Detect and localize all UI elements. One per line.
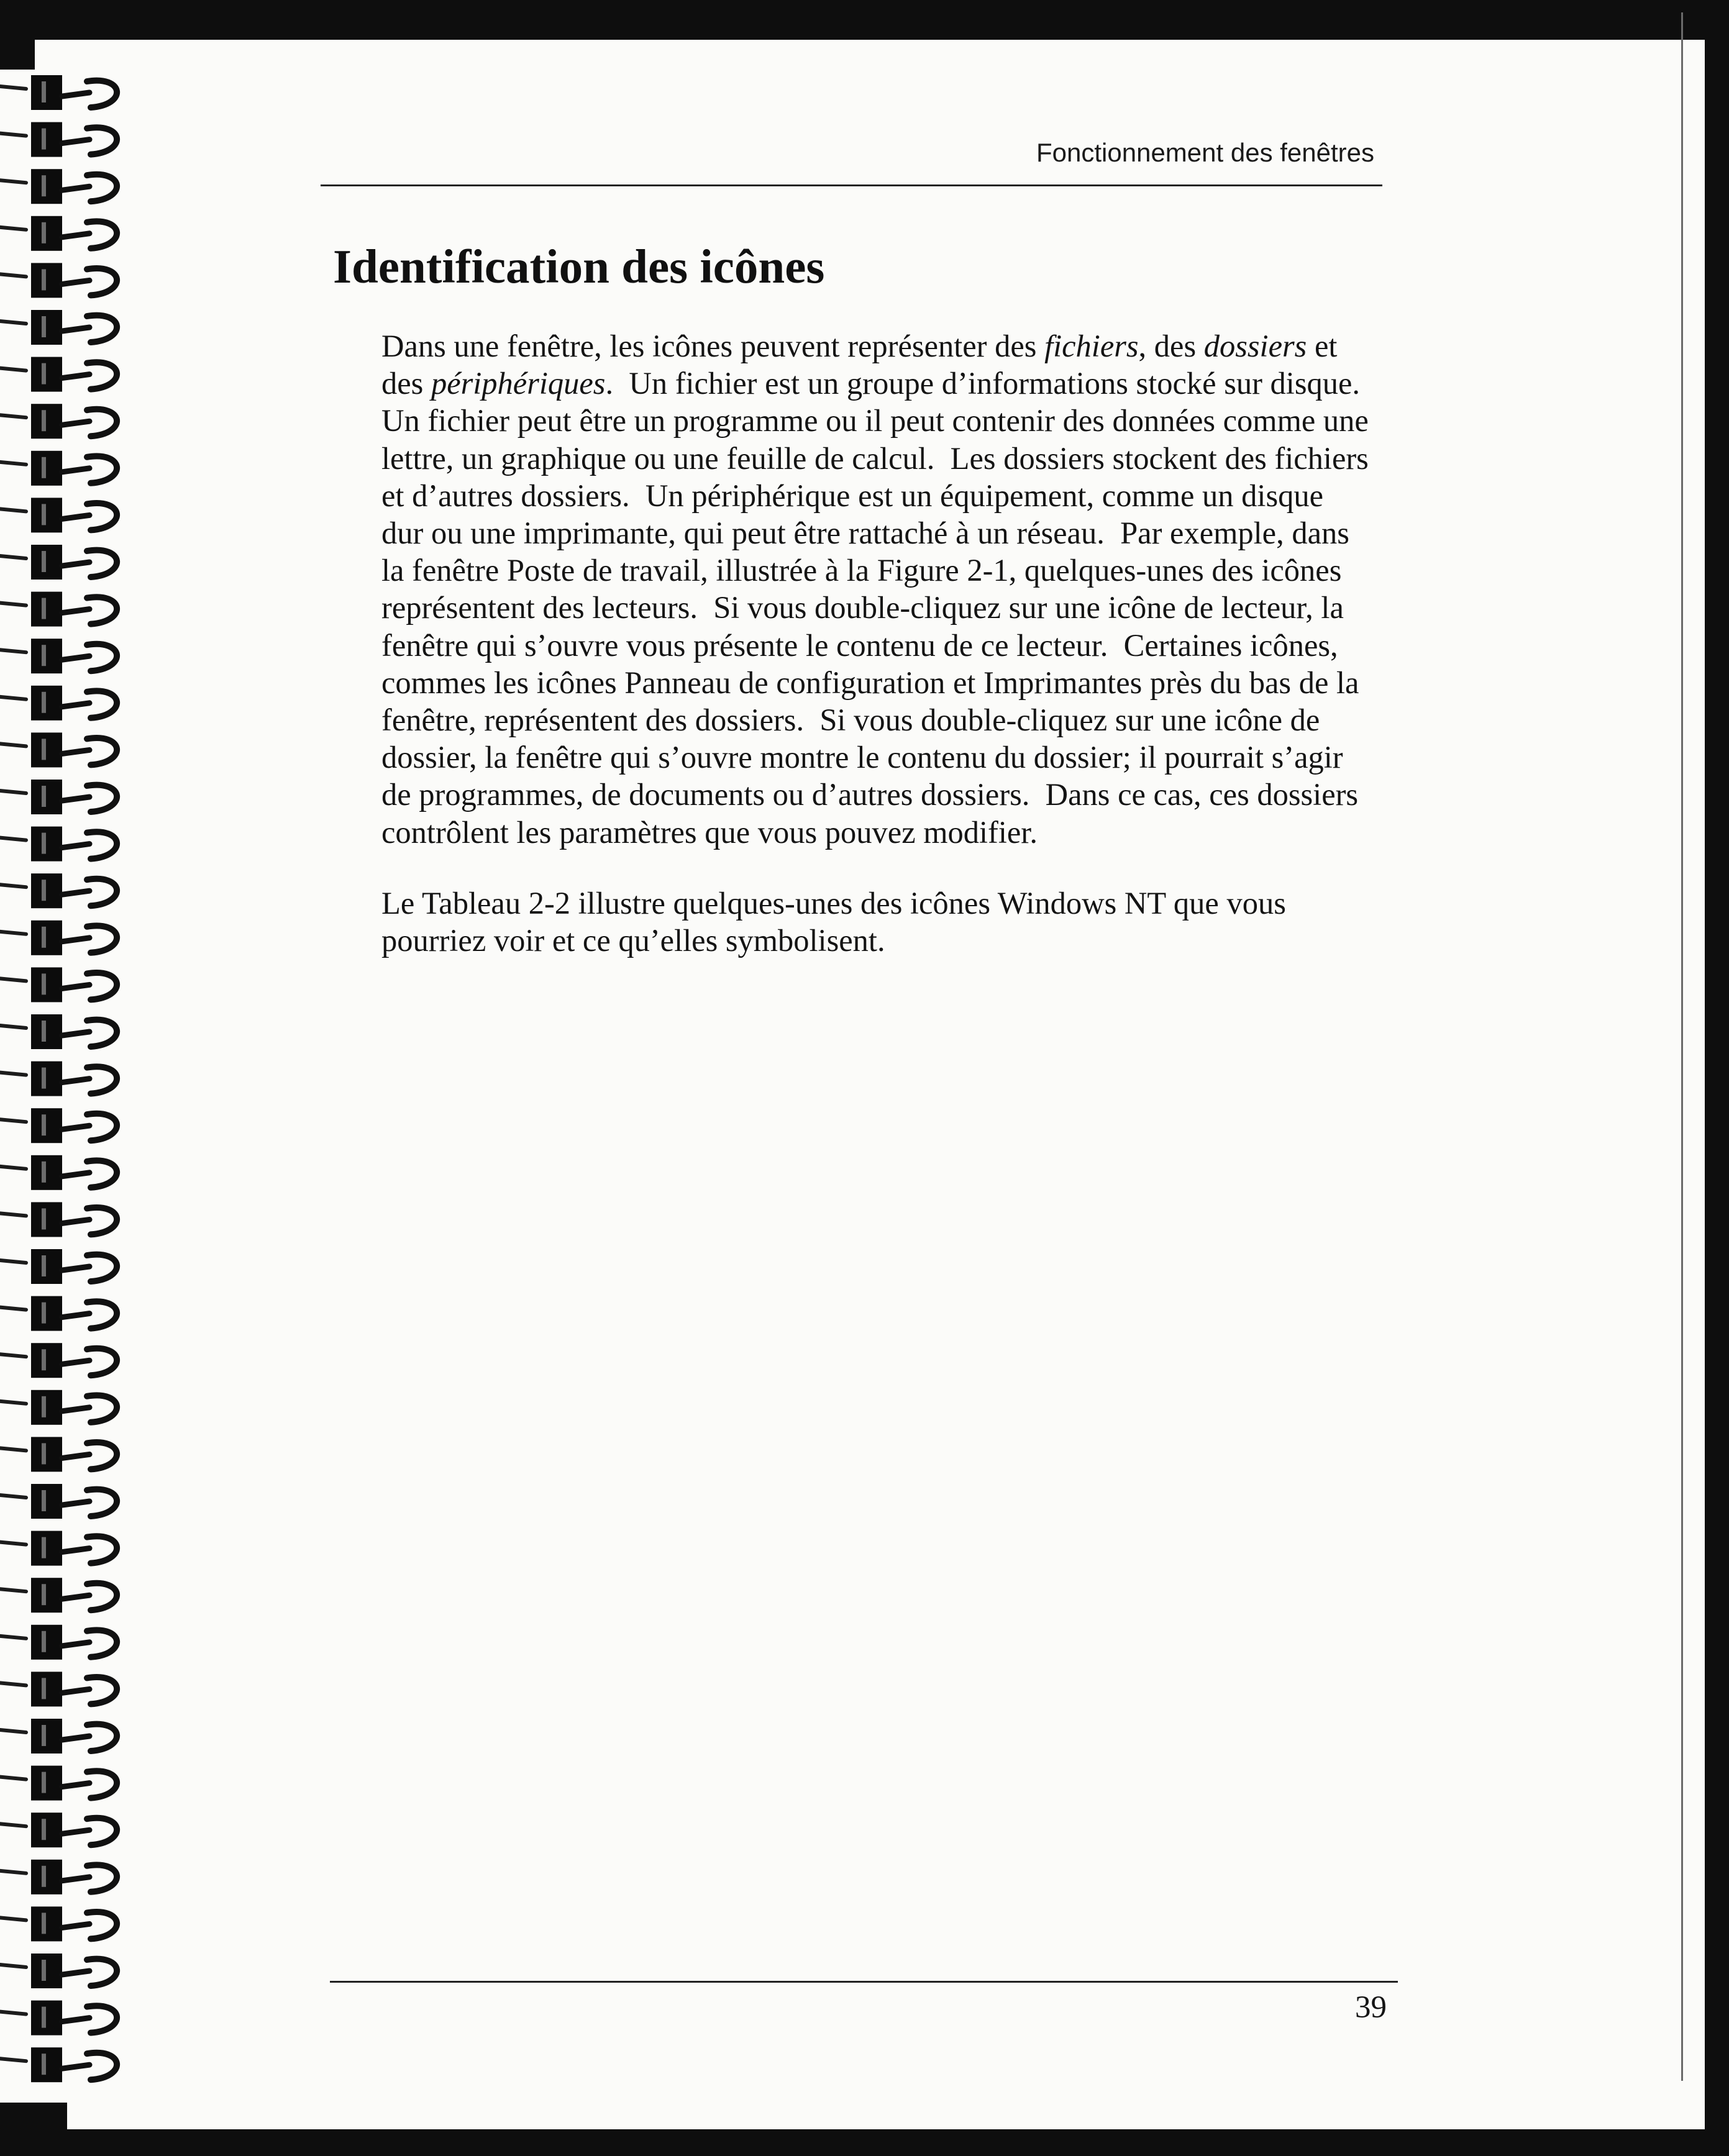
binding-hole	[31, 1296, 62, 1331]
coil-wire-left	[0, 1073, 26, 1075]
coil-wire-left	[0, 1260, 26, 1263]
binding-ring	[0, 827, 117, 862]
binding-hole	[31, 2047, 62, 2082]
coil-wire-link	[62, 1877, 89, 1881]
coil-wire-left	[0, 462, 26, 465]
coil-wire-link	[62, 1032, 89, 1035]
coil-wire-left	[0, 1871, 26, 1873]
binding-ring	[0, 1625, 117, 1660]
binding-hole-highlight	[42, 973, 46, 994]
binding-hole	[31, 1672, 62, 1706]
emphasis-peripheriques: périphériques	[431, 366, 606, 401]
coil-wire-link	[62, 1689, 89, 1693]
binding-ring	[0, 1390, 117, 1425]
spiral-binding	[0, 0, 143, 2156]
coil-wire-left	[0, 1683, 26, 1685]
binding-ring	[0, 263, 117, 298]
coil-wire-link	[62, 1454, 89, 1458]
coil-wire-left	[0, 509, 26, 511]
binding-hole	[31, 1625, 62, 1660]
binding-ring	[0, 592, 117, 627]
binding-ring	[0, 1249, 117, 1284]
coil-wire-link	[62, 1971, 89, 1975]
text-line: Le Tableau 2-2 illustre quelques-unes des icônes Windows NT que vous	[381, 886, 1286, 921]
binding-hole-highlight	[42, 1303, 46, 1324]
coil-wire-link	[62, 2065, 89, 2068]
section-heading: Identification des icônes	[333, 240, 825, 293]
coil-wire-left	[0, 556, 26, 558]
running-header: Fonctionnement des fenêtres	[1036, 138, 1374, 167]
coil-wire-link	[62, 280, 89, 284]
binding-ring	[0, 780, 117, 814]
coil-wire-link	[62, 938, 89, 942]
coil-wire-link	[62, 656, 89, 660]
binding-ring	[0, 1719, 117, 1753]
coil-wire-link	[62, 140, 89, 143]
binding-hole	[31, 1155, 62, 1190]
binding-hole-highlight	[42, 1490, 46, 1511]
coil-wire-link	[62, 1595, 89, 1599]
binding-hole-highlight	[42, 1819, 46, 1840]
coil-wire-left	[0, 1777, 26, 1780]
binding-hole-highlight	[42, 598, 46, 619]
binding-hole-highlight	[42, 175, 46, 196]
binding-hole	[31, 1860, 62, 1894]
binding-hole	[31, 1719, 62, 1753]
binding-hole-highlight	[42, 269, 46, 290]
emphasis-fichiers: fichiers	[1044, 329, 1139, 363]
binding-hole	[31, 122, 62, 157]
text-run: . Un fichier est un groupe d’informations stocké sur disque.	[605, 366, 1361, 401]
coil-wire-left	[0, 697, 26, 699]
binding-hole-highlight	[42, 410, 46, 431]
binding-hole-highlight	[42, 786, 46, 807]
binding-ring	[0, 122, 117, 157]
binding-hole	[31, 780, 62, 814]
binding-hole-highlight	[42, 1208, 46, 1229]
binding-hole	[31, 732, 62, 767]
text-line: dossier, la fenêtre qui s’ouvre montre le contenu du dossier; il pourrait s’agir	[381, 740, 1343, 775]
text-line: fenêtre qui s’ouvre vous présente le contenu de ce lecteur. Certaines icônes,	[381, 627, 1338, 663]
coil-wire-left	[0, 932, 26, 934]
binding-hole	[31, 1014, 62, 1049]
binding-hole-highlight	[42, 880, 46, 901]
binding-hole-highlight	[42, 1772, 46, 1793]
coil-wire-left	[0, 134, 26, 136]
binding-hole-highlight	[42, 1631, 46, 1652]
coil-wire-link	[62, 327, 89, 331]
coil-wire-link	[62, 1173, 89, 1176]
binding-hole-highlight	[42, 1866, 46, 1887]
text-line: lettre, un graphique ou une feuille de calcul. Les dossiers stockent des fichiers	[381, 440, 1369, 476]
binding-ring	[0, 1062, 117, 1096]
coil-wire-link	[62, 1219, 89, 1223]
binding-ring	[0, 1813, 117, 1847]
binding-hole	[31, 310, 62, 345]
binding-ring	[0, 1014, 117, 1049]
coil-wire-left	[0, 1213, 26, 1216]
coil-wire-left	[0, 274, 26, 276]
binding-hole-highlight	[42, 504, 46, 525]
document-page	[0, 40, 1705, 2129]
binding-hole-highlight	[42, 457, 46, 478]
binding-hole-highlight	[42, 1584, 46, 1605]
text-line: dur ou une imprimante, qui peut être rattaché à un réseau. Par exemple, dans	[381, 516, 1349, 551]
binding-hole-highlight	[42, 1396, 46, 1417]
binding-hole	[31, 1343, 62, 1378]
coil-wire-link	[62, 609, 89, 613]
coil-wire-link	[62, 1736, 89, 1740]
body-paragraph-1	[381, 327, 1369, 851]
binding-hole	[31, 873, 62, 908]
binding-hole	[31, 404, 62, 439]
coil-wire-link	[62, 1267, 89, 1270]
text-line: contrôlent les paramètres que vous pouvez modifier.	[381, 814, 1038, 850]
coil-wire-left	[0, 1308, 26, 1310]
coil-wire-left	[0, 368, 26, 371]
binding-ring	[0, 1860, 117, 1894]
text-run: des	[381, 366, 431, 401]
binding-hole	[31, 1062, 62, 1096]
binding-hole-highlight	[42, 222, 46, 243]
coil-wire-left	[0, 1026, 26, 1028]
binding-hole-highlight	[42, 833, 46, 854]
binding-hole	[31, 545, 62, 580]
binding-ring	[0, 1484, 117, 1519]
text-line: la fenêtre Poste de travail, illustrée à la Figure 2-1, quelques-unes des icônes	[381, 553, 1342, 588]
text-line: et d’autres dossiers. Un périphérique est un équipement, comme un disque	[381, 478, 1324, 513]
binding-hole-highlight	[42, 1162, 46, 1183]
binding-ring	[0, 169, 117, 204]
binding-hole-highlight	[42, 1021, 46, 1042]
coil-wire-left	[0, 603, 26, 606]
binding-ring	[0, 1343, 117, 1378]
binding-ring	[0, 451, 117, 486]
binding-hole-highlight	[42, 645, 46, 666]
binding-hole	[31, 216, 62, 251]
scan-border-corner	[0, 35, 35, 70]
coil-wire-link	[62, 93, 89, 96]
coil-wire-left	[0, 1354, 26, 1357]
binding-ring	[0, 545, 117, 580]
binding-hole-highlight	[42, 1537, 46, 1558]
binding-hole	[31, 921, 62, 955]
binding-hole	[31, 1813, 62, 1847]
coil-wire-link	[62, 1642, 89, 1646]
binding-hole	[31, 2001, 62, 2035]
binding-hole	[31, 827, 62, 862]
coil-wire-left	[0, 1119, 26, 1122]
coil-wire-left	[0, 1965, 26, 1967]
footer-rule	[330, 1981, 1398, 1983]
binding-ring	[0, 1766, 117, 1801]
binding-hole	[31, 1437, 62, 1471]
coil-wire-link	[62, 2018, 89, 2022]
binding-hole-highlight	[42, 81, 46, 102]
coil-wire-link	[62, 375, 89, 378]
coil-wire-link	[62, 1501, 89, 1505]
binding-hole-highlight	[42, 316, 46, 337]
coil-wire-link	[62, 1549, 89, 1552]
binding-hole-highlight	[42, 1114, 46, 1135]
binding-ring	[0, 2047, 117, 2082]
coil-wire-link	[62, 1360, 89, 1364]
binding-hole	[31, 1249, 62, 1284]
binding-hole-highlight	[42, 551, 46, 572]
coil-wire-link	[62, 1783, 89, 1787]
binding-ring	[0, 1578, 117, 1612]
text-run: Dans une fenêtre, les icônes peuvent représenter des	[381, 329, 1045, 363]
binding-hole	[31, 1578, 62, 1612]
binding-hole	[31, 592, 62, 627]
binding-hole	[31, 1766, 62, 1801]
coil-wire-link	[62, 186, 89, 190]
coil-wire-link	[62, 1830, 89, 1834]
binding-ring	[0, 1672, 117, 1706]
coil-wire-link	[62, 985, 89, 988]
coil-wire-left	[0, 1824, 26, 1826]
coil-wire-left	[0, 1401, 26, 1404]
binding-ring	[0, 1108, 117, 1143]
binding-hole	[31, 498, 62, 532]
binding-hole-highlight	[42, 363, 46, 384]
binding-hole-highlight	[42, 1443, 46, 1464]
binding-hole	[31, 1108, 62, 1143]
binding-ring	[0, 967, 117, 1002]
coil-wire-link	[62, 1126, 89, 1129]
coil-wire-link	[62, 1079, 89, 1083]
binding-hole-highlight	[42, 1913, 46, 1934]
binding-hole-highlight	[42, 927, 46, 948]
text-line: fenêtre, représentent des dossiers. Si vous double-cliquez sur une icône de	[381, 703, 1320, 738]
text-line: pourriez voir et ce qu’elles symbolisent.	[381, 923, 885, 958]
text-line: de programmes, de documents ou d’autres dossiers. Dans ce cas, ces dossiers	[381, 777, 1359, 812]
coil-wire-link	[62, 750, 89, 753]
coil-wire-link	[62, 844, 89, 848]
binding-hole-highlight	[42, 1678, 46, 1699]
binding-hole	[31, 451, 62, 486]
binding-hole	[31, 1954, 62, 1988]
coil-wire-left	[0, 1167, 26, 1169]
binding-hole-highlight	[42, 1725, 46, 1746]
binding-hole	[31, 357, 62, 392]
page-edge-line	[1681, 12, 1683, 2081]
binding-ring	[0, 1531, 117, 1566]
binding-ring	[0, 310, 117, 345]
binding-hole-highlight	[42, 1255, 46, 1276]
coil-wire-left	[0, 2012, 26, 2014]
coil-wire-left	[0, 1917, 26, 1920]
coil-wire-link	[62, 234, 89, 237]
binding-ring	[0, 1437, 117, 1471]
coil-wire-left	[0, 1636, 26, 1639]
scan-border-corner	[0, 2103, 67, 2156]
coil-wire-left	[0, 650, 26, 652]
binding-ring	[0, 1296, 117, 1331]
binding-hole	[31, 75, 62, 110]
binding-ring	[0, 1202, 117, 1237]
emphasis-dossiers: dossiers	[1203, 329, 1307, 363]
binding-hole	[31, 169, 62, 204]
page-number: 39	[1355, 1990, 1387, 2025]
coil-wire-link	[62, 468, 89, 472]
binding-ring	[0, 75, 117, 110]
binding-hole	[31, 967, 62, 1002]
coil-wire-link	[62, 421, 89, 425]
coil-wire-link	[62, 1314, 89, 1317]
binding-ring	[0, 732, 117, 767]
binding-hole	[31, 263, 62, 298]
text-run: et	[1307, 329, 1338, 363]
binding-hole-highlight	[42, 2007, 46, 2028]
coil-wire-link	[62, 1924, 89, 1927]
text-line: représentent des lecteurs. Si vous double-cliquez sur une icône de lecteur, la	[381, 590, 1344, 625]
coil-wire-left	[0, 744, 26, 746]
text-line	[381, 327, 1369, 365]
binding-hole	[31, 1390, 62, 1425]
coil-wire-left	[0, 1448, 26, 1450]
coil-wire-link	[62, 515, 89, 519]
body-paragraph-2	[381, 885, 1286, 959]
binding-hole	[31, 639, 62, 673]
coil-wire-left	[0, 86, 26, 89]
binding-hole	[31, 1484, 62, 1519]
coil-wire-left	[0, 838, 26, 840]
coil-wire-link	[62, 797, 89, 801]
binding-hole-highlight	[42, 1960, 46, 1981]
binding-hole-highlight	[42, 1068, 46, 1089]
binding-ring	[0, 1155, 117, 1190]
coil-wire-left	[0, 791, 26, 793]
coil-wire-link	[62, 1408, 89, 1411]
binding-hole-highlight	[42, 1349, 46, 1370]
coil-wire-left	[0, 978, 26, 981]
header-rule	[321, 184, 1382, 186]
text-line: commes les icônes Panneau de configuration et Imprimantes près du bas de la	[381, 665, 1359, 700]
binding-ring	[0, 639, 117, 673]
binding-hole	[31, 1906, 62, 1941]
coil-wire-left	[0, 321, 26, 324]
coil-wire-left	[0, 1542, 26, 1545]
coil-wire-left	[0, 1730, 26, 1732]
binding-hole	[31, 686, 62, 721]
binding-ring	[0, 357, 117, 392]
binding-ring	[0, 2001, 117, 2035]
binding-ring	[0, 873, 117, 908]
binding-ring	[0, 1906, 117, 1941]
binding-ring	[0, 1954, 117, 1988]
coil-wire-left	[0, 2058, 26, 2061]
binding-ring	[0, 921, 117, 955]
coil-wire-link	[62, 891, 89, 894]
coil-wire-link	[62, 703, 89, 707]
binding-hole-highlight	[42, 739, 46, 760]
binding-hole-highlight	[42, 2054, 46, 2075]
binding-ring	[0, 216, 117, 251]
coil-wire-left	[0, 1495, 26, 1498]
coil-wire-link	[62, 562, 89, 566]
binding-ring	[0, 686, 117, 721]
binding-hole-highlight	[42, 692, 46, 713]
text-line	[381, 365, 1369, 402]
text-line: Un fichier peut être un programme ou il peut contenir des données comme une	[381, 403, 1369, 439]
coil-wire-left	[0, 227, 26, 230]
binding-ring	[0, 404, 117, 439]
coil-wire-left	[0, 180, 26, 183]
binding-ring	[0, 498, 117, 532]
coil-wire-left	[0, 1589, 26, 1591]
coil-wire-left	[0, 885, 26, 887]
coil-wire-left	[0, 415, 26, 417]
text-run: , des	[1138, 329, 1204, 363]
binding-hole-highlight	[42, 129, 46, 150]
binding-hole	[31, 1531, 62, 1566]
binding-hole	[31, 1202, 62, 1237]
